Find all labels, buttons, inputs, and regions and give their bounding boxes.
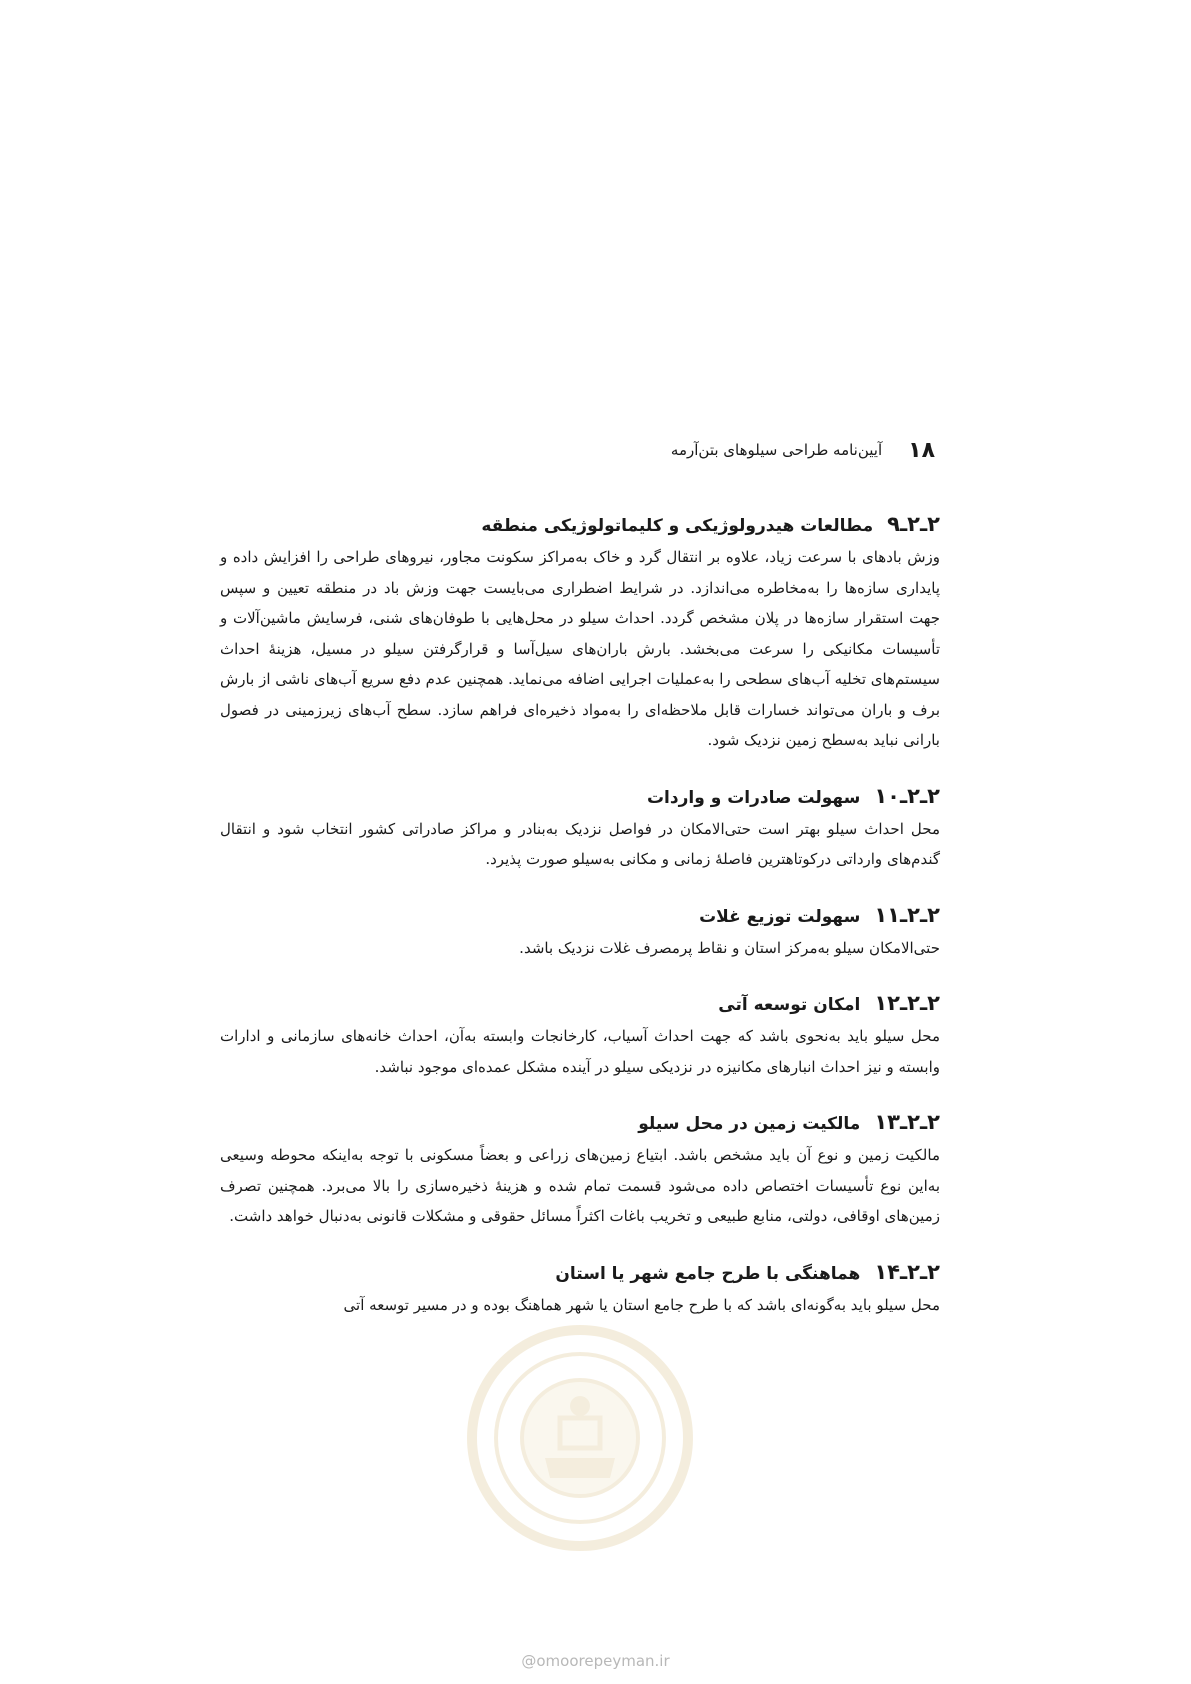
section-paragraph: حتی‌الامکان سیلو به‌مرکز استان و نقاط پرمصرف غلات نزدیک باشد.	[519, 938, 940, 957]
section	[220, 1110, 940, 1232]
section-paragraph: محل سیلو باید به‌گونه‌ای باشد که با طرح جامع استان یا شهر هماهنگ بوده و در مسیر توسعه آتی	[343, 1295, 940, 1314]
section-paragraph: محل سیلو باید به‌نحوی باشد که جهت احداث آسیاب، کارخانجات وابسته به‌آن، احداث خانه‌های سازمانی و ادارات وابسته و نیز احداث انبارهای مکانیزه در نزدیکی سیلو در آینده مشکل عمده‌ای موجود نباشد.	[220, 1027, 940, 1076]
section-heading	[220, 1110, 940, 1134]
section-number: ۲ـ۲ـ۱۴	[874, 1259, 940, 1284]
section-paragraph: مالکیت زمین و نوع آن باید مشخص باشد. ابتیاع زمین‌های زراعی و بعضاً مسکونی با توجه به‌اینکه محوطه وسیعی به‌این نوع تأسیسات اختصاص داده می‌شود قسمت تمام شده و هزینهٔ ذخیره‌سازی را بالا می‌برد. همچنین تصرف زمین‌های اوقافی، دولتی، منابع طبیعی و تخریب باغات اکثراً مسائل حقوقی و مشکلات قانونی به‌دنبال خواهد داشت.	[220, 1146, 940, 1225]
section	[220, 903, 940, 964]
section-heading	[220, 784, 940, 808]
section-number: ۲ـ۲ـ۹	[887, 512, 940, 536]
section-title: سهولت توزیع غلات	[699, 906, 861, 927]
section-heading	[220, 1260, 940, 1284]
section-number: ۲ـ۲ـ۱۳	[874, 1110, 940, 1134]
page-number: ۱۸	[908, 437, 935, 463]
section-paragraph: وزش بادهای با سرعت زیاد، علاوه بر انتقال گرد و خاک به‌مراکز سکونت مجاور، نیروهای طراحی را افزایش داده و پایداری سازه‌ها را به‌مخاطره می‌اندازد. در شرایط اضطراری می‌بایست جهت وزش باد در منطقه تعیین و سپس جهت استقرار سازه‌ها در پلان مشخص گردد. احداث سیلو در محل‌هایی با طوفان‌های شنی، فرسایش ماشین‌آلات و تأسیسات مکانیکی را سرعت می‌بخشد. بارش باران‌های سیل‌آسا و قرارگرفتن سیلو در مسیل، هزینهٔ احداث سیستم‌های تخلیه آب‌های سطحی را به‌عملیات اجرایی اضافه می‌نماید. همچنین عدم دفع سریع آب‌های ناشی از بارش برف و باران می‌تواند خسارات قابل ملاحظه‌ای را به‌مواد ذخیره‌ای فراهم سازد. سطح آب‌های زیرزمینی در فصول بارانی نباید به‌سطح زمین نزدیک شود.	[220, 548, 940, 749]
page-header	[455, 430, 935, 470]
section-title: هماهنگی با طرح جامع شهر یا استان	[555, 1263, 861, 1284]
section	[220, 512, 940, 756]
document-body	[220, 512, 940, 1320]
section	[220, 1260, 940, 1321]
section	[220, 991, 940, 1082]
section-paragraph: محل احداث سیلو بهتر است حتی‌الامکان در فواصل نزدیک به‌بنادر و مراکز صادراتی کشور انتخاب شود و انتقال گندم‌های وارداتی درکوتاهترین فاصلهٔ زمانی و مکانی به‌سیلو صورت پذیرد.	[220, 819, 940, 868]
seal-watermark	[460, 1318, 700, 1558]
section	[220, 784, 940, 875]
section-heading	[220, 903, 940, 927]
section-title: سهولت صادرات و واردات	[646, 787, 861, 808]
footer-watermark-url: @omoorepeyman.ir	[521, 1652, 670, 1670]
section-number: ۲ـ۲ـ۱۰	[874, 783, 940, 808]
section-title: امکان توسعه آتی	[718, 995, 861, 1015]
section-number: ۲ـ۲ـ۱۲	[874, 991, 940, 1015]
section-title: مالکیت زمین در محل سیلو	[638, 1114, 861, 1134]
running-title: آیین‌نامه طراحی سیلوهای بتن‌آرمه	[670, 441, 883, 459]
section-number: ۲ـ۲ـ۱۱	[874, 902, 940, 927]
section-title: مطالعات هیدرولوژیکی و کلیماتولوژیکی منطقه	[481, 516, 874, 536]
section-heading	[220, 991, 940, 1015]
section-heading	[220, 512, 940, 536]
